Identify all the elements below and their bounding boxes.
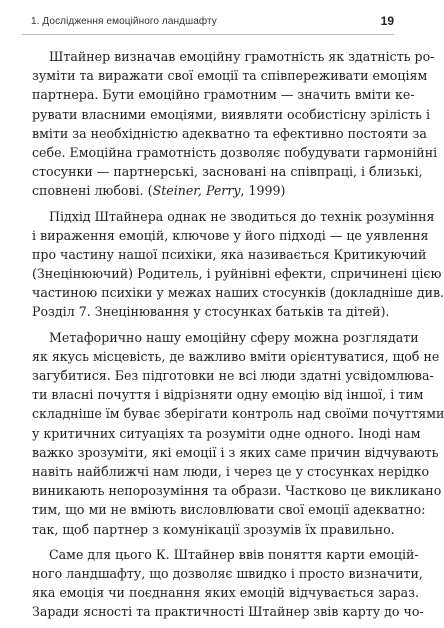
text-line: як якусь місцевість, де важливо вміти орієнтуватися, щоб не bbox=[32, 348, 440, 364]
text-line: Підхід Штайнера однак не зводиться до технік розуміння bbox=[49, 208, 435, 224]
text-line: Саме для цього К. Штайнер ввів поняття карти емоцій- bbox=[49, 546, 419, 562]
text-line: виникають непорозуміння та образи. Частково це викликано bbox=[32, 483, 442, 499]
text-line: частиною психіки у межах наших стосунків (докладніше див. bbox=[32, 285, 444, 301]
body-text bbox=[32, 47, 444, 627]
text-line: партнера. Бути емоційно грамотним — значить вміти ке- bbox=[32, 87, 415, 103]
text-line: загубитися. Без підготовки не всі люди здатні усвідомлюва- bbox=[32, 368, 434, 383]
text-line: вміти за необхідністю адекватно та ефективно постояти за bbox=[32, 125, 427, 141]
paragraph bbox=[32, 207, 444, 322]
text-line: тим, що ми не вміють висловлювати свої емоції адекватно: bbox=[32, 502, 426, 518]
citation-year: , 1999) bbox=[240, 183, 286, 199]
paragraph bbox=[32, 545, 424, 622]
paragraph bbox=[32, 328, 444, 539]
text-line: Розділ 7. Знецінювання у стосунках батьків та дітей). bbox=[32, 304, 390, 320]
text-line: Штайнер визначав емоційну грамотність як здатність ро- bbox=[49, 49, 435, 64]
header-divider bbox=[22, 34, 394, 35]
page-number: 19 bbox=[380, 14, 394, 28]
text-line: про частину нашої психіки, яка називається Критикуючий bbox=[32, 246, 427, 262]
citation-authors: Steiner, Perry bbox=[152, 183, 241, 199]
text-line: (Знецінюючий) Родитель, і руйнівні ефекти, спричинені цією bbox=[32, 266, 442, 282]
text-line: Заради ясності та практичності Штайнер звів карту до чо- bbox=[32, 604, 424, 620]
text-line: і вираження емоцій, ключове у його підході — це уявлення bbox=[32, 227, 429, 243]
text-line: яка емоція чи поєднання яких емоцій відчувається зараз. bbox=[32, 585, 419, 601]
text-line: Метафорично нашу емоційну сферу можна розглядати bbox=[49, 329, 419, 345]
text-line: стосунки — партнерські, засновані на співпраці, і близькі, bbox=[32, 164, 423, 180]
text-line: складніше їм буває зберігати контроль над своїми почуттями bbox=[32, 406, 444, 422]
text-line: сповнені любові. (Steiner, Perry, 1999) bbox=[32, 183, 286, 199]
chapter-title: 1. Дослідження емоційного ландшафту bbox=[31, 15, 217, 27]
text-line: зуміти та виражати свої емоції та співпереживати емоціям bbox=[32, 68, 428, 84]
text-line: ти власні почуття і відрізняти одну емоцію від іншої, і тим bbox=[32, 387, 424, 403]
text-line: рувати власними емоціями, виявляти особистісну зрілість і bbox=[32, 106, 430, 122]
running-header bbox=[31, 12, 394, 30]
text-line: навіть найближчі нам люди, і через це у стосунках нерідко bbox=[32, 463, 430, 479]
text-line: себе. Емоційна грамотність дозволяє побудувати гармонійні bbox=[32, 144, 438, 160]
text-line-start: сповнені любові. bbox=[32, 183, 144, 199]
text-line: ного ландшафту, що дозволяє швидко і просто визначити, bbox=[32, 565, 423, 581]
text-line: так, щоб партнер з комунікації зрозумів їх правильно. bbox=[32, 521, 395, 537]
text-line: важко зрозуміти, які емоції і з яких саме причин відчувають bbox=[32, 444, 439, 460]
text-line: у критичних ситуаціях та розуміти одне одного. Іноді нам bbox=[32, 425, 421, 441]
paragraph bbox=[32, 47, 438, 201]
